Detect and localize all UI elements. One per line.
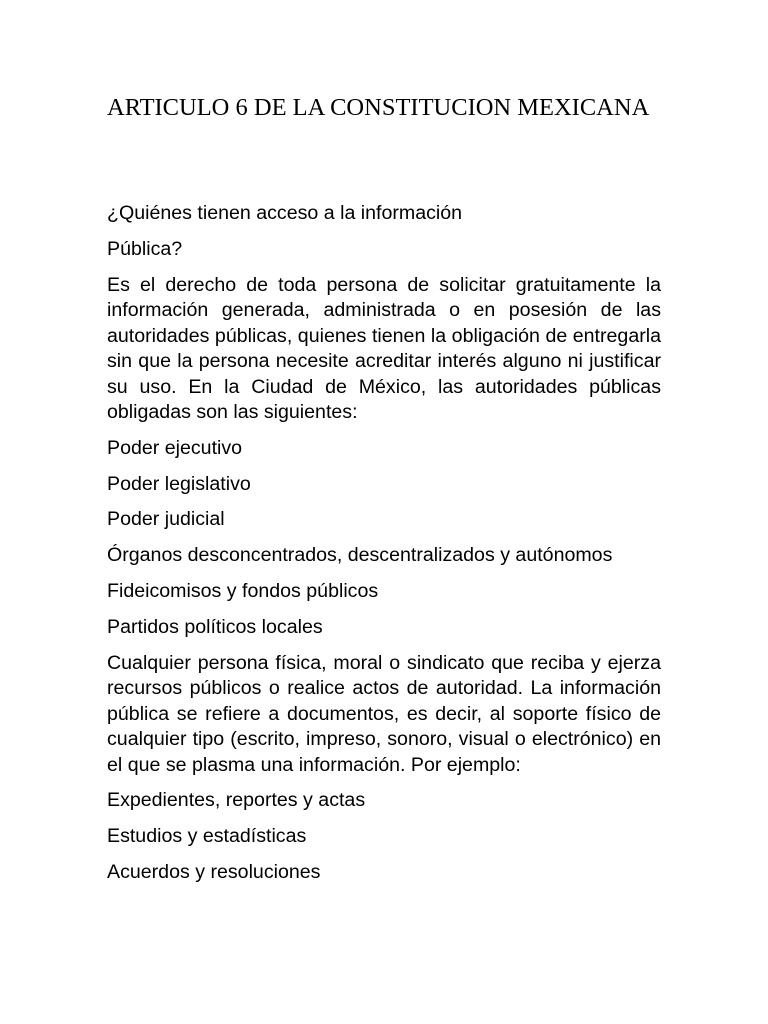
list-item-poder-judicial: Poder judicial	[107, 508, 225, 531]
list-item-fideicomisos: Fideicomisos y fondos públicos	[107, 580, 379, 603]
document-body	[107, 201, 661, 896]
documents-paragraph: Cualquier persona física, moral o sindicato que reciba y ejerza recursos públicos o realice actos de autoridad. La información pública se refiere a documentos, es decir, al soporte físico de cualquier tipo (escrito, impreso, sonoro, visual o electrónico) en el que se plasma una información. Por ejemplo:	[107, 651, 661, 776]
list-item-partidos: Partidos políticos locales	[107, 615, 323, 638]
document-title: ARTICULO 6 DE LA CONSTITUCION MEXICANA	[107, 94, 650, 121]
list-item-poder-ejecutivo: Poder ejecutivo	[107, 436, 243, 459]
example-item-expedientes: Expedientes, reportes y actas	[107, 789, 366, 812]
list-item-organos: Órganos desconcentrados, descentralizados y autónomos	[107, 544, 613, 567]
question-line-2: Pública?	[107, 237, 183, 260]
intro-paragraph: Es el derecho de toda persona de solicitar gratuitamente la información generada, administrada o en posesión de las autoridades públicas, quienes tienen la obligación de entregarla sin que la persona necesite acreditar interés alguno ni justificar su uso. En la Ciudad de México, las autoridades públicas obligadas son las siguientes:	[107, 273, 661, 424]
example-item-estudios: Estudios y estadísticas	[107, 825, 307, 848]
list-item-poder-legislativo: Poder legislativo	[107, 472, 251, 495]
question-line-1: ¿Quiénes tienen acceso a la información	[107, 202, 463, 224]
example-item-acuerdos: Acuerdos y resoluciones	[107, 861, 321, 884]
